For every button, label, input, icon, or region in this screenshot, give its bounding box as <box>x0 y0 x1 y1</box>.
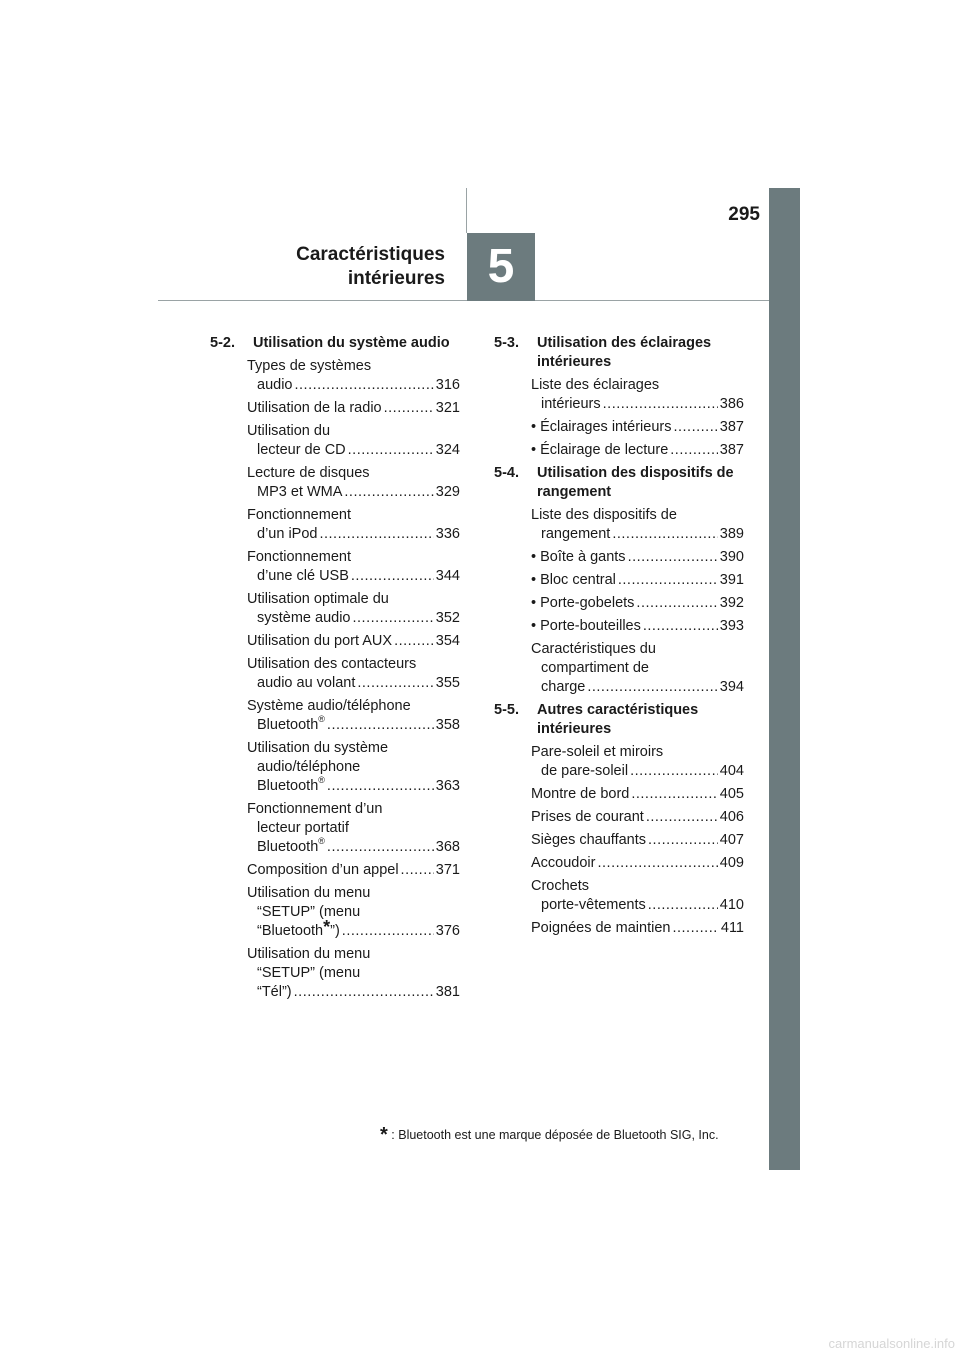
dot-leader <box>353 609 434 628</box>
chapter-title-line1: Caractéristiques <box>296 244 445 265</box>
section-title-line: Utilisation des éclairages <box>537 335 712 351</box>
toc-left-column <box>210 334 460 1006</box>
page-reference: 409 <box>719 855 744 871</box>
dot-leader <box>294 983 434 1002</box>
dot-leader <box>603 395 718 414</box>
dot-leader <box>344 483 433 502</box>
section-title-line: Autres caractéristiques <box>537 702 699 718</box>
toc-entry <box>247 739 460 796</box>
entry-title-end-text: d’un iPod <box>257 526 318 542</box>
dot-leader <box>327 777 434 796</box>
entry-title-end-text: Bluetooth <box>257 717 319 733</box>
chapter-number-badge: 5 <box>467 233 535 301</box>
toc-section-heading <box>210 334 460 353</box>
entry-title-end-text: • Bloc central <box>531 572 616 588</box>
entry-title-end-text: • Porte-gobelets <box>531 595 635 611</box>
toc-entry <box>531 617 744 636</box>
toc-entry <box>531 854 744 873</box>
toc-entry <box>247 884 460 941</box>
toc-entry <box>531 785 744 804</box>
entry-title-end <box>257 441 346 460</box>
entry-title: Utilisation du <box>247 423 331 439</box>
dot-leader <box>618 571 718 590</box>
page-reference: 368 <box>435 839 460 855</box>
page-reference: 406 <box>719 809 744 825</box>
page-reference: 405 <box>719 786 744 802</box>
entry-title-end-text: Utilisation du port AUX <box>247 633 393 649</box>
section-title <box>537 334 744 372</box>
entry-title-end <box>541 896 646 915</box>
entry-last-line <box>247 399 460 418</box>
dot-leader <box>327 716 434 735</box>
dot-leader <box>394 632 434 651</box>
toc-entry <box>531 376 744 414</box>
entry-last-line <box>247 567 460 586</box>
page-reference: 321 <box>435 400 460 416</box>
entry-title: Utilisation du système <box>247 740 389 756</box>
page-reference: 410 <box>719 897 744 913</box>
entry-title-end <box>531 854 595 873</box>
entry-title-end-text: Montre de bord <box>531 786 630 802</box>
entry-title-end-text: charge <box>541 679 586 695</box>
entry-title-end <box>531 418 671 437</box>
page-reference: 411 <box>720 920 744 936</box>
dot-leader <box>630 762 718 781</box>
entry-title-end <box>257 483 342 502</box>
toc-entry <box>531 831 744 850</box>
dot-leader <box>670 441 718 460</box>
toc-entry <box>247 422 460 460</box>
entry-last-line <box>531 617 744 636</box>
entry-title-continued: audio/téléphone <box>257 759 361 775</box>
toc-entry <box>247 632 460 651</box>
dot-leader <box>319 525 433 544</box>
page-reference: 316 <box>435 377 460 393</box>
toc-section-heading <box>494 334 744 372</box>
section-title-line: Utilisation des dispositifs de <box>537 465 734 481</box>
section-number: 5-2. <box>210 335 235 351</box>
page-reference: 392 <box>719 595 744 611</box>
dot-leader <box>643 617 718 636</box>
toc-section-heading <box>494 464 744 502</box>
entry-title: Utilisation du menu <box>247 946 371 962</box>
page-reference: 393 <box>719 618 744 634</box>
toc-entry <box>531 418 744 437</box>
entry-title-end <box>531 548 626 567</box>
dot-leader <box>294 376 433 395</box>
entry-title-end-text: • Boîte à gants <box>531 549 626 565</box>
entry-last-line <box>247 376 460 395</box>
section-title-line: rangement <box>537 484 612 500</box>
footnote-marker: * <box>323 917 331 937</box>
page-reference: 336 <box>435 526 460 542</box>
entry-title-end-text: système audio <box>257 610 351 626</box>
entry-title: Utilisation optimale du <box>247 591 389 607</box>
toc-entry <box>531 571 744 590</box>
entry-last-line <box>531 548 744 567</box>
page-reference: 324 <box>435 442 460 458</box>
entry-title-end-text: Utilisation de la radio <box>247 400 382 416</box>
entry-last-line <box>247 441 460 460</box>
page-reference: 358 <box>435 717 460 733</box>
entry-title-end <box>531 831 646 850</box>
page-reference: 363 <box>435 778 460 794</box>
page-reference: 387 <box>719 419 744 435</box>
chapter-title <box>200 243 445 291</box>
entry-last-line <box>531 525 744 544</box>
entry-title-end <box>247 632 392 651</box>
watermark: carmanualsonline.info <box>828 1336 955 1351</box>
entry-last-line <box>531 678 744 697</box>
registered-mark: ® <box>318 714 325 724</box>
dot-leader <box>342 922 434 941</box>
entry-title: Lecture de disques <box>247 465 370 481</box>
dot-leader <box>357 674 433 693</box>
entry-last-line <box>247 716 460 735</box>
entry-last-line <box>531 919 744 938</box>
entry-title-end-text: “Tél”) <box>257 984 292 1000</box>
entry-title-end-text: de pare-soleil <box>541 763 629 779</box>
entry-last-line <box>247 674 460 693</box>
entry-last-line <box>531 808 744 827</box>
entry-last-line <box>531 395 744 414</box>
toc-entry <box>247 590 460 628</box>
toc-entry <box>531 640 744 697</box>
entry-title-end <box>257 838 325 857</box>
entry-title-end <box>257 917 340 941</box>
entry-title-end-text: rangement <box>541 526 611 542</box>
entry-title-end <box>257 716 325 735</box>
toc-entry <box>531 808 744 827</box>
entry-title-end-text: Bluetooth <box>257 839 319 855</box>
toc-entry <box>531 548 744 567</box>
entry-title-end-text: audio au volant <box>257 675 356 691</box>
entry-last-line <box>531 594 744 613</box>
section-title-line: intérieures <box>537 721 612 737</box>
dot-leader <box>628 548 718 567</box>
entry-last-line <box>247 838 460 857</box>
toc-entry <box>247 464 460 502</box>
entry-title: Système audio/téléphone <box>247 698 411 714</box>
entry-title: Crochets <box>531 878 590 894</box>
entry-title-end <box>257 376 292 395</box>
dot-leader <box>673 418 717 437</box>
dot-leader <box>636 594 717 613</box>
entry-last-line <box>247 983 460 1002</box>
page-reference: 407 <box>719 832 744 848</box>
dot-leader <box>646 808 718 827</box>
entry-last-line <box>531 785 744 804</box>
entry-title-end-text: Accoudoir <box>531 855 596 871</box>
entry-title: Fonctionnement <box>247 549 351 565</box>
entry-last-line <box>247 917 460 941</box>
entry-title: Utilisation des contacteurs <box>247 656 417 672</box>
chapter-side-tab <box>769 188 800 1170</box>
entry-title-end <box>541 678 585 697</box>
toc-entry <box>247 655 460 693</box>
entry-title-end-text: audio <box>257 377 293 393</box>
entry-title-end-text: Prises de courant <box>531 809 644 825</box>
entry-title-end-text: • Porte-bouteilles <box>531 618 641 634</box>
dot-leader <box>672 919 718 938</box>
header-divider-vertical <box>466 188 467 233</box>
entry-title-end <box>541 395 601 414</box>
dot-leader <box>648 896 718 915</box>
entry-last-line <box>531 854 744 873</box>
page-reference: 329 <box>435 484 460 500</box>
entry-last-line <box>247 632 460 651</box>
section-title-line: intérieures <box>537 354 612 370</box>
section-title <box>537 701 744 739</box>
page-number: 295 <box>728 204 760 225</box>
entry-last-line <box>247 483 460 502</box>
entry-title-end-text: MP3 et WMA <box>257 484 343 500</box>
dot-leader <box>384 399 434 418</box>
dot-leader <box>648 831 718 850</box>
section-number: 5-4. <box>494 465 519 481</box>
entry-title: Pare-soleil et miroirs <box>531 744 664 760</box>
entry-last-line <box>531 571 744 590</box>
entry-title: Liste des éclairages <box>531 377 660 393</box>
toc-entry <box>531 877 744 915</box>
page-reference: 352 <box>435 610 460 626</box>
section-number: 5-3. <box>494 335 519 351</box>
entry-last-line <box>531 762 744 781</box>
toc-entry <box>247 697 460 735</box>
entry-last-line <box>247 609 460 628</box>
dot-leader <box>612 525 717 544</box>
page-reference: 404 <box>719 763 744 779</box>
entry-title-end <box>531 919 670 938</box>
page-reference: 344 <box>435 568 460 584</box>
entry-title-suffix: ”) <box>330 923 340 939</box>
page-reference: 386 <box>719 396 744 412</box>
toc-entry <box>531 441 744 460</box>
entry-last-line <box>247 525 460 544</box>
dot-leader <box>401 861 434 880</box>
entry-title: Types de systèmes <box>247 358 372 374</box>
entry-title-end-text: “Bluetooth <box>257 923 324 939</box>
entry-title-end-text: Sièges chauffants <box>531 832 647 848</box>
toc-entry <box>531 506 744 544</box>
footnote-text: : Bluetooth est une marque déposée de Bluetooth SIG, Inc. <box>391 1128 719 1142</box>
entry-title-end-text: Composition d’un appel <box>247 862 399 878</box>
toc-section-heading <box>494 701 744 739</box>
page-reference: 389 <box>719 526 744 542</box>
entry-title-end-text: porte-vêtements <box>541 897 646 913</box>
registered-mark: ® <box>318 836 325 846</box>
entry-title: Fonctionnement d’un <box>247 801 383 817</box>
page-reference: 391 <box>719 572 744 588</box>
entry-last-line <box>531 418 744 437</box>
dot-leader <box>327 838 434 857</box>
toc-entry <box>247 506 460 544</box>
entry-title-end <box>257 567 349 586</box>
toc-entry <box>247 945 460 1002</box>
page-reference: 371 <box>435 862 460 878</box>
page-reference: 381 <box>435 984 460 1000</box>
entry-title-continued: “SETUP” (menu <box>257 904 361 920</box>
dot-leader <box>348 441 434 460</box>
section-number: 5-5. <box>494 702 519 718</box>
entry-title: Utilisation du menu <box>247 885 371 901</box>
entry-title-continued: compartiment de <box>541 660 649 676</box>
entry-last-line <box>247 861 460 880</box>
dot-leader <box>587 678 717 697</box>
section-title <box>537 464 744 502</box>
entry-title-end <box>541 525 610 544</box>
toc-entry <box>247 548 460 586</box>
page-reference: 390 <box>719 549 744 565</box>
dot-leader <box>597 854 717 873</box>
entry-title-end-text: Poignées de maintien <box>531 920 671 936</box>
footnote <box>380 1124 750 1147</box>
footnote-star: * <box>380 1124 388 1146</box>
entry-title: Fonctionnement <box>247 507 351 523</box>
dot-leader <box>351 567 434 586</box>
page-reference: 355 <box>435 675 460 691</box>
entry-title-end <box>247 861 399 880</box>
entry-last-line <box>531 441 744 460</box>
entry-title-end-text: • Éclairage de lecture <box>531 442 669 458</box>
entry-title-end-text: • Éclairages intérieurs <box>531 419 672 435</box>
entry-title-end <box>531 571 616 590</box>
toc-entry <box>531 594 744 613</box>
toc-entry <box>247 861 460 880</box>
toc-entry <box>531 919 744 938</box>
entry-title-end <box>531 594 634 613</box>
entry-title-end <box>257 777 325 796</box>
entry-title-end-text: intérieurs <box>541 396 601 412</box>
toc-entry <box>247 800 460 857</box>
toc-entry <box>247 399 460 418</box>
entry-title-end <box>531 441 668 460</box>
header-divider-horizontal <box>158 300 769 301</box>
entry-title-end-text: Bluetooth <box>257 778 319 794</box>
toc-entry <box>247 357 460 395</box>
entry-last-line <box>531 896 744 915</box>
entry-title-end <box>257 674 355 693</box>
page-reference: 394 <box>719 679 744 695</box>
entry-title-end <box>531 808 644 827</box>
section-title: Utilisation du système audio <box>253 335 450 351</box>
chapter-title-line2: intérieures <box>347 268 445 289</box>
entry-title-end-text: d’une clé USB <box>257 568 349 584</box>
entry-title-end-text: lecteur de CD <box>257 442 346 458</box>
entry-title-end <box>257 525 317 544</box>
entry-title-end <box>247 399 382 418</box>
entry-title-end <box>531 785 629 804</box>
entry-title: Caractéristiques du <box>531 641 656 657</box>
entry-title-end <box>531 617 641 636</box>
entry-title-continued: “SETUP” (menu <box>257 965 361 981</box>
toc-entry <box>531 743 744 781</box>
registered-mark: ® <box>318 775 325 785</box>
entry-title-end <box>257 609 351 628</box>
page-reference: 376 <box>435 923 460 939</box>
entry-title-end <box>541 762 628 781</box>
entry-last-line <box>531 831 744 850</box>
page-reference: 354 <box>435 633 460 649</box>
page-reference: 387 <box>719 442 744 458</box>
toc-right-column <box>494 334 744 942</box>
entry-last-line <box>247 777 460 796</box>
entry-title: Liste des dispositifs de <box>531 507 677 523</box>
dot-leader <box>631 785 717 804</box>
entry-title-continued: lecteur portatif <box>257 820 349 836</box>
entry-title-end <box>257 983 292 1002</box>
